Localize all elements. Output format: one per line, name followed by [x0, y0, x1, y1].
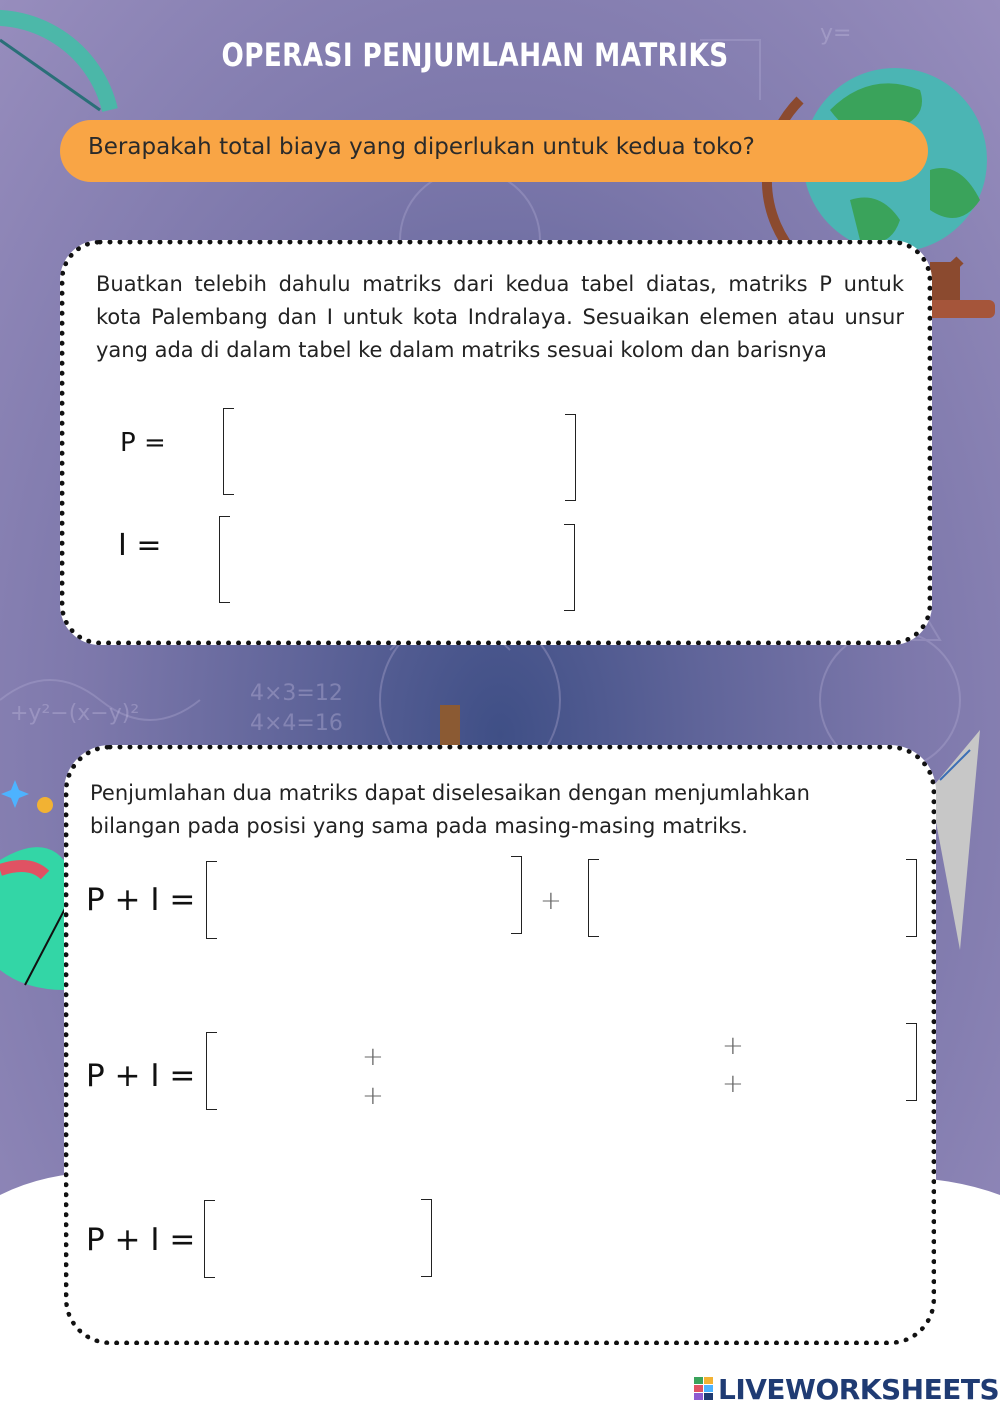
sum-row1-left-bracket-a: [206, 861, 217, 939]
svg-text:4×3=12: 4×3=12: [250, 681, 343, 706]
sum-row3-left-bracket: [204, 1200, 215, 1278]
sum-row1-right-bracket-b: [906, 859, 917, 937]
liveworksheets-logo[interactable]: [694, 1374, 999, 1404]
sum-row2-plus-1: +: [362, 1042, 384, 1072]
matrix-i-right-bracket: [564, 524, 575, 611]
sum-row2-plus-3: +: [722, 1031, 744, 1061]
svg-text:4×4=16: 4×4=16: [250, 711, 343, 736]
liveworksheets-logo-icon: [694, 1377, 714, 1401]
sum-row1-plus: +: [540, 886, 562, 916]
sum-row2-left-bracket: [206, 1032, 217, 1110]
svg-text:+y²−(x−y)²: +y²−(x−y)²: [10, 701, 140, 726]
ruler-icon: [930, 730, 980, 950]
section1-instruction: Buatkan telebih dahulu matriks dari kedua tabel diatas, matriks P untuk kota Palembang dan I untuk kota Indralaya. Sesuaikan elemen atau unsur yang ada di dalam tabel ke dalam matriks sesuai kolom dan barisnya: [96, 272, 904, 362]
matrix-p-left-bracket: [223, 408, 234, 495]
section2-instruction: Penjumlahan dua matriks dapat diselesaikan dengan menjumlahkan bilangan pada posisi yang sama pada masing-masing matriks.: [90, 781, 810, 838]
question-text: Berapakah total biaya yang diperlukan untuk kedua toko?: [88, 134, 755, 160]
question-banner: [60, 120, 928, 182]
sum-row2-label: P + I =: [86, 1058, 196, 1094]
matrix-i-left-bracket: [219, 516, 230, 603]
matrix-p-right-bracket: [565, 414, 576, 501]
sum-row3-label: P + I =: [86, 1222, 196, 1258]
sum-row1-right-bracket-a: [511, 856, 522, 934]
sum-row2-plus-4: +: [722, 1069, 744, 1099]
sum-row1-left-bracket-b: [588, 859, 599, 937]
sum-row3-right-bracket: [421, 1199, 432, 1277]
page-title: OPERASI PENJUMLAHAN MATRIKS: [221, 36, 729, 74]
post-decoration: [440, 705, 460, 747]
svg-text:y=: y=: [820, 21, 852, 46]
matrix-i-label: I =: [118, 528, 162, 563]
sum-row1-label: P + I =: [86, 882, 196, 918]
matrix-p-label: P =: [120, 428, 166, 458]
brand-text: LIVEWORKSHEETS: [718, 1372, 1000, 1406]
sum-row2-plus-2: +: [362, 1081, 384, 1111]
sum-row2-right-bracket: [906, 1023, 917, 1101]
